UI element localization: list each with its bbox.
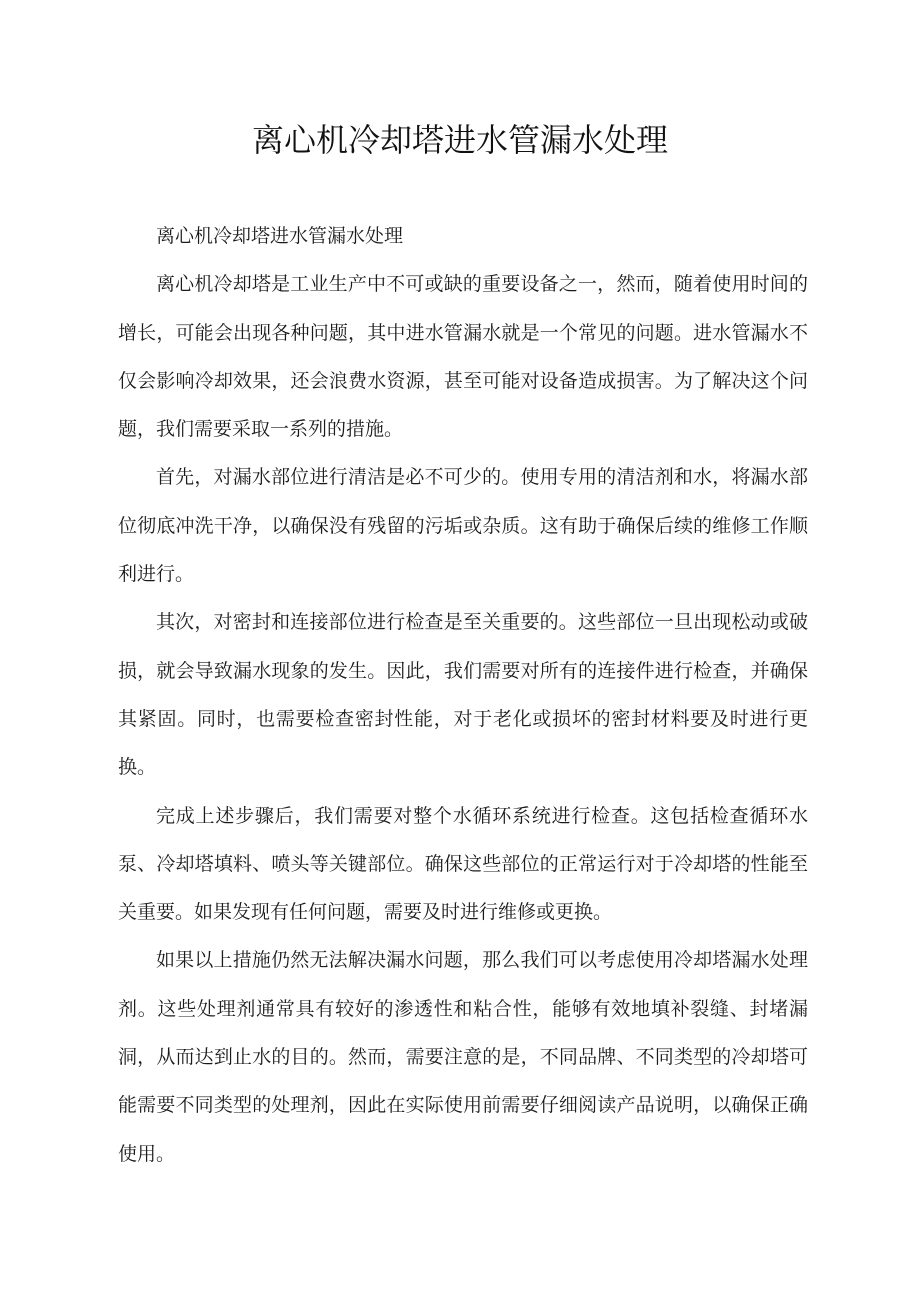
paragraph-intro: 离心机冷却塔是工业生产中不可或缺的重要设备之一，然而，随着使用时间的增长，可能会出现各种问题，其中进水管漏水就是一个常见的问题。进水管漏水不仅会影响冷却效果，还会浪费水资源，甚至可能对设备造成损害。为了解决这个问题，我们需要采取一系列的措施。 xyxy=(118,273,808,441)
paragraph-subtitle: 离心机冷却塔进水管漏水处理 xyxy=(156,225,404,247)
document-title: 离心机冷却塔进水管漏水处理 xyxy=(251,121,668,159)
paragraph-treatment-agent: 如果以上措施仍然无法解决漏水问题，那么我们可以考虑使用冷却塔漏水处理剂。这些处理剂通常具有较好的渗透性和粘合性，能够有效地填补裂缝、封堵漏洞，从而达到止水的目的。然而，需要注意的是，不同品牌、不同类型的冷却塔可能需要不同类型的处理剂，因此在实际使用前需要仔细阅读产品说明，以确保正确使用。 xyxy=(118,949,808,1165)
paragraph-seal-check: 其次，对密封和连接部位进行检查是至关重要的。这些部位一旦出现松动或破损，就会导致漏水现象的发生。因此，我们需要对所有的连接件进行检查，并确保其紧固。同时，也需要检查密封性能，对于老化或损坏的密封材料要及时进行更换。 xyxy=(118,611,808,779)
document-body xyxy=(118,212,808,1178)
paragraph-cleaning: 首先，对漏水部位进行清洁是必不可少的。使用专用的清洁剂和水，将漏水部位彻底冲洗干净，以确保没有残留的污垢或杂质。这有助于确保后续的维修工作顺利进行。 xyxy=(118,466,808,586)
paragraph-system-check: 完成上述步骤后，我们需要对整个水循环系统进行检查。这包括检查循环水泵、冷却塔填料、喷头等关键部位。确保这些部位的正常运行对于冷却塔的性能至关重要。如果发现有任何问题，需要及时进行维修或更换。 xyxy=(118,804,808,924)
